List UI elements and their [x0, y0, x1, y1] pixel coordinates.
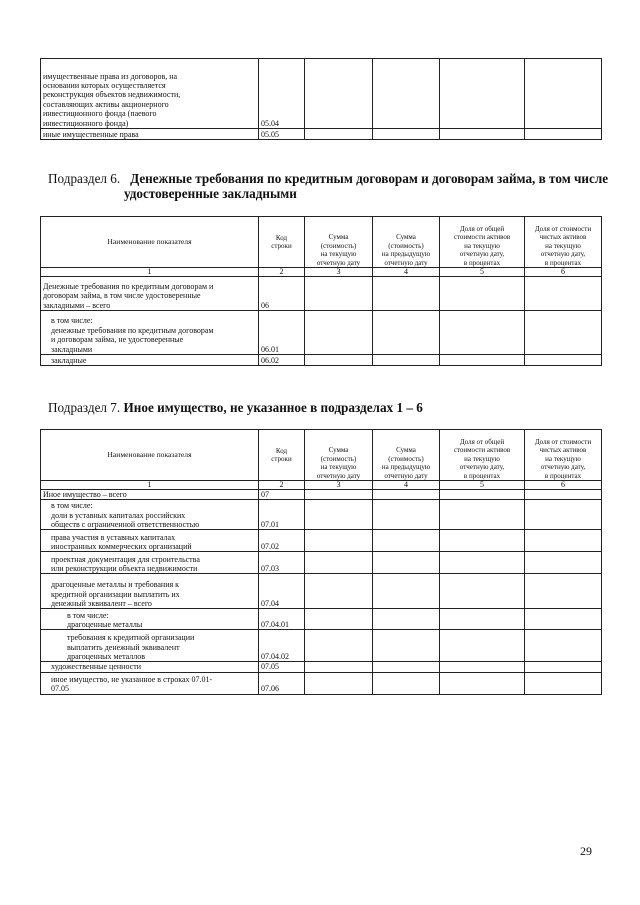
column-number-row: [41, 481, 602, 490]
row-name: в том числе: драгоценные металлы: [41, 609, 259, 630]
row-code: 07.04: [259, 574, 305, 609]
section6-title-line2: удостоверенные закладными: [124, 186, 297, 201]
cell-share-total: [440, 59, 525, 129]
continuation-table: [40, 58, 602, 140]
header-sum-current: Сумма (стоимость) на текущую отчетную дату: [305, 430, 373, 481]
header-name: Наименование показателя: [41, 430, 259, 481]
header-row: [41, 430, 602, 481]
table-row: [41, 672, 602, 694]
header-code: Код строки: [259, 430, 305, 481]
table-row: [41, 609, 602, 630]
row-name: Иное имущество – всего: [41, 490, 259, 500]
col-number: 3: [305, 481, 373, 490]
row-name: иные имущественные права: [41, 129, 259, 140]
row-code: 07.06: [259, 672, 305, 694]
table-row: [41, 630, 602, 662]
header-name: Наименование показателя: [41, 217, 259, 268]
row-name: права участия в уставных капиталах иностранных коммерческих организаций: [41, 530, 259, 552]
section6-title-line1: Денежные требования по кредитным договорам и договорам займа, в том числе: [130, 171, 609, 186]
row-code: 05.05: [259, 129, 305, 140]
header-code: Код строки: [259, 217, 305, 268]
col-number: 4: [373, 481, 440, 490]
row-name: имущественные права из договоров, на основании которых осуществляется реконструкция объектов недвижимости, составляющих активы акционерного инвестиционного фонда (паевого инвестиционного фонда): [41, 59, 259, 129]
cell-sum-previous: [373, 59, 440, 129]
row-code: 07.02: [259, 530, 305, 552]
row-code: 07.05: [259, 662, 305, 672]
row-name: художественные ценности: [41, 662, 259, 672]
row-name: в том числе: доли в уставных капиталах российских обществ с ограниченной ответственностью: [41, 500, 259, 530]
row-code: 07.01: [259, 500, 305, 530]
row-code: 06: [259, 277, 305, 311]
section6-prefix: Подраздел 6.: [48, 171, 121, 186]
table-row: [41, 500, 602, 530]
table-row: [41, 490, 602, 500]
row-code: 05.04: [259, 59, 305, 129]
page-number: 29: [580, 844, 592, 858]
row-code: 06.02: [259, 355, 305, 366]
header-share-total: Доля от общей стоимости активов на текущую отчетную дату, в процентах: [440, 430, 525, 481]
col-number: 2: [259, 268, 305, 277]
row-code: 07: [259, 490, 305, 500]
table-row: [41, 574, 602, 609]
header-sum-previous: Сумма (стоимость) на предыдущую отчетную дату: [373, 430, 440, 481]
section7-heading: [48, 400, 423, 415]
row-code: 07.04.02: [259, 630, 305, 662]
section7-table: [40, 429, 602, 695]
header-share-total: Доля от общей стоимости активов на текущую отчетную дату, в процентах: [440, 217, 525, 268]
col-number: 5: [440, 481, 525, 490]
row-name: Денежные требования по кредитным договорам и договорам займа, в том числе удостоверенные закладными – всего: [41, 277, 259, 311]
table-row: [41, 59, 602, 129]
cell-sum-current: [305, 59, 373, 129]
table-row: [41, 355, 602, 366]
table-row: [41, 311, 602, 355]
row-name: иное имущество, не указанное в строках 07.01- 07.05: [41, 672, 259, 694]
col-number: 6: [525, 268, 602, 277]
header-sum-previous: Сумма (стоимость) на предыдущую отчетную дату: [373, 217, 440, 268]
section6-heading: [48, 171, 609, 201]
row-name: проектная документация для строительства или реконструкции объекта недвижимости: [41, 552, 259, 574]
row-code: 07.04.01: [259, 609, 305, 630]
col-number: 6: [525, 481, 602, 490]
col-number: 1: [41, 481, 259, 490]
table-row: [41, 530, 602, 552]
header-share-net: Доля от стоимости чистых активов на текущую отчетную дату, в процентах: [525, 430, 602, 481]
section7-prefix: Подраздел 7.: [48, 400, 121, 415]
col-number: 1: [41, 268, 259, 277]
col-number: 2: [259, 481, 305, 490]
row-name: требования к кредитной организации выплатить денежный эквивалент драгоценных металлов: [41, 630, 259, 662]
table-row: [41, 277, 602, 311]
col-number: 5: [440, 268, 525, 277]
header-sum-current: Сумма (стоимость) на текущую отчетную дату: [305, 217, 373, 268]
section7-title: Иное имущество, не указанное в подразделах 1 – 6: [123, 400, 423, 415]
cell-share-net: [525, 59, 602, 129]
column-number-row: [41, 268, 602, 277]
row-name: драгоценные металлы и требования к кредитной организации выплатить их денежный эквивалент – всего: [41, 574, 259, 609]
col-number: 3: [305, 268, 373, 277]
row-name: в том числе: денежные требования по кредитным договорам и договорам займа, не удостоверенные закладными: [41, 311, 259, 355]
section6-table: [40, 216, 602, 366]
row-code: 06.01: [259, 311, 305, 355]
table-row: [41, 662, 602, 672]
row-name: закладные: [41, 355, 259, 366]
header-share-net: Доля от стоимости чистых активов на текущую отчетную дату, в процентах: [525, 217, 602, 268]
table-row: [41, 552, 602, 574]
table-row: [41, 129, 602, 140]
col-number: 4: [373, 268, 440, 277]
header-row: [41, 217, 602, 268]
row-code: 07.03: [259, 552, 305, 574]
